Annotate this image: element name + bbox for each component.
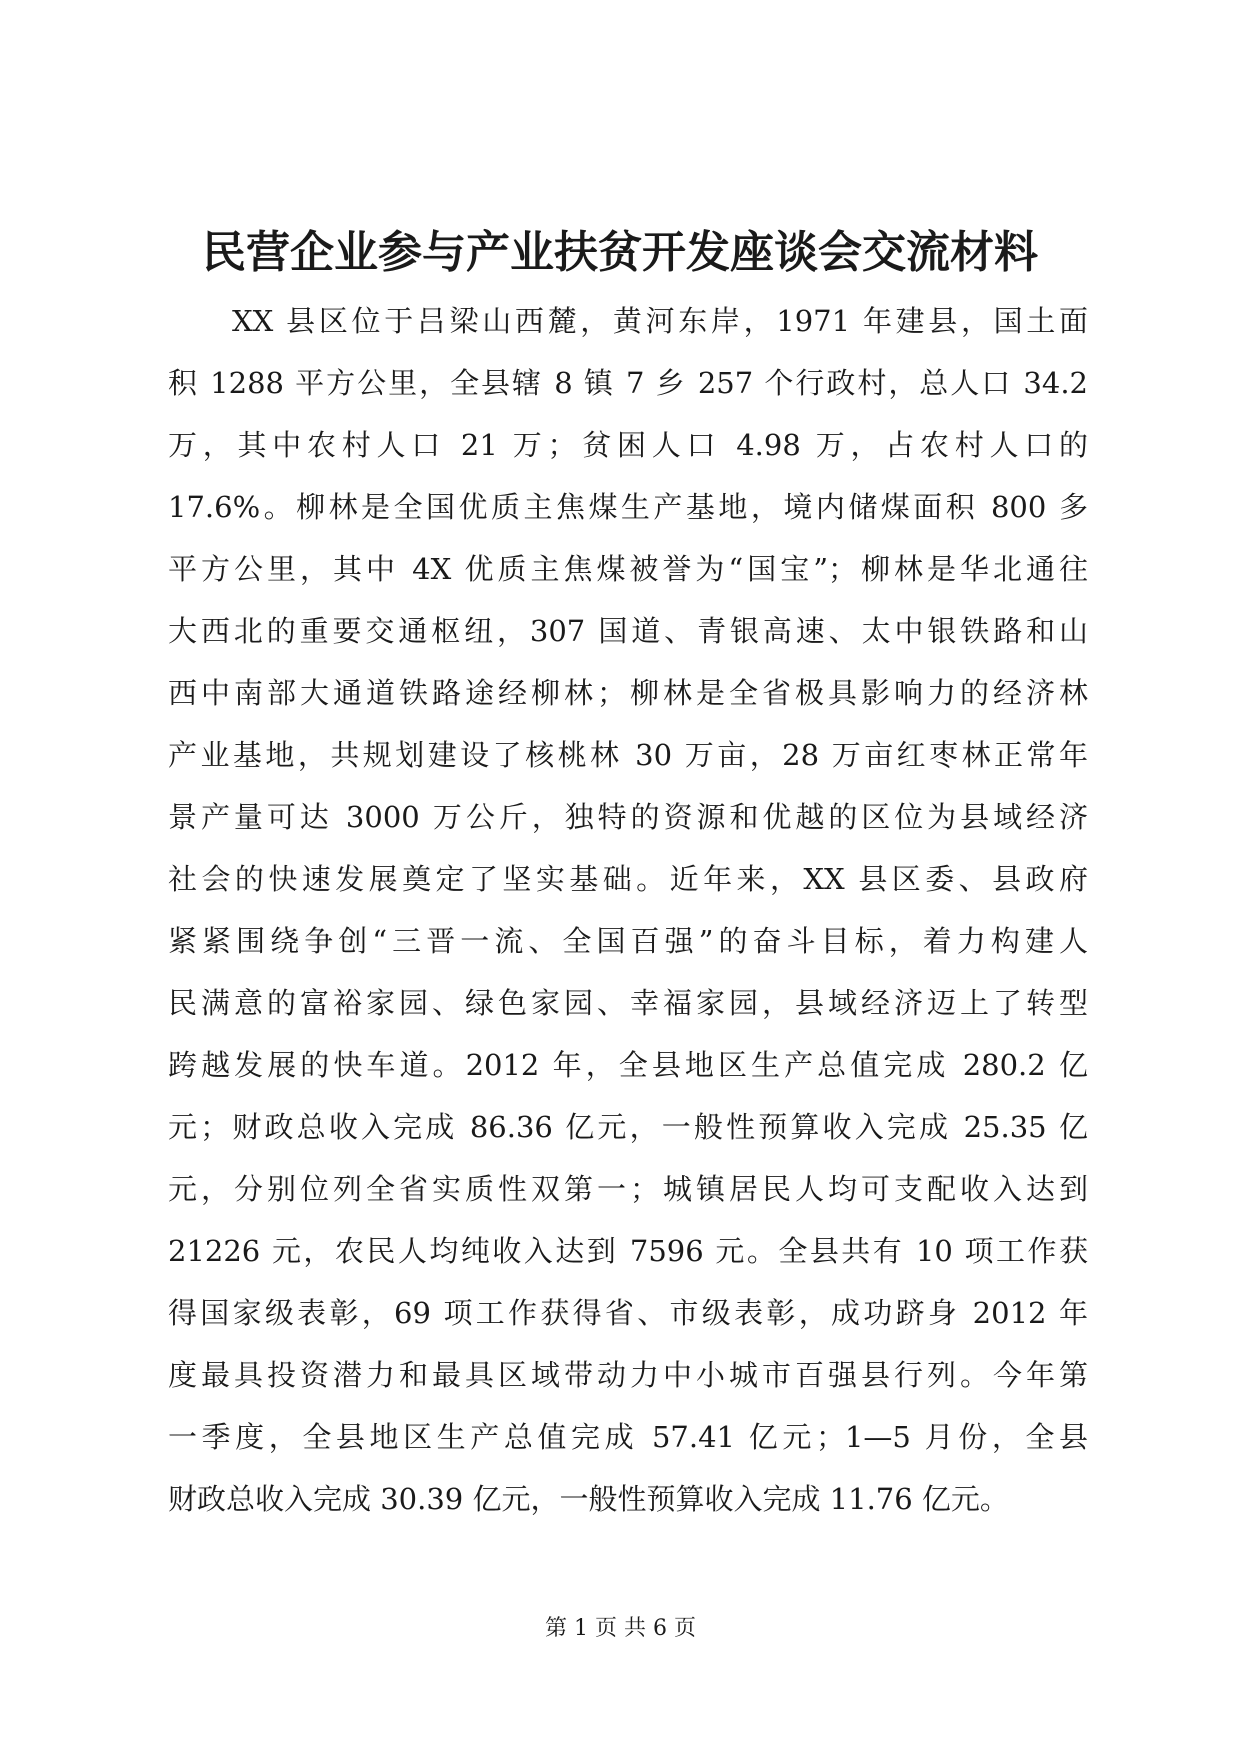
paragraph-line: 西中南部大通道铁路途经柳林；柳林是全省极具影响力的经济林	[168, 676, 1088, 710]
document-title: 民营企业参与产业扶贫开发座谈会交流材料	[202, 227, 1038, 278]
paragraph-line: 元；财政总收入完成 86.36 亿元，一般性预算收入完成 25.35 亿	[168, 1110, 1088, 1144]
paragraph-line: 民满意的富裕家园、绿色家园、幸福家园，县域经济迈上了转型	[168, 986, 1088, 1020]
paragraph-line: 元，分别位列全省实质性双第一；城镇居民人均可支配收入达到	[168, 1172, 1088, 1206]
paragraph-line: 17.6%。柳林是全国优质主焦煤生产基地，境内储煤面积 800 多	[168, 490, 1088, 524]
paragraph-line: 跨越发展的快车道。2012 年，全县地区生产总值完成 280.2 亿	[168, 1048, 1088, 1082]
paragraph-line: 平方公里，其中 4X 优质主焦煤被誉为“国宝”；柳林是华北通往	[168, 552, 1088, 586]
paragraph-line: 大西北的重要交通枢纽，307 国道、青银高速、太中银铁路和山	[168, 614, 1088, 648]
paragraph-line: 景产量可达 3000 万公斤，独特的资源和优越的区位为县域经济	[168, 800, 1088, 834]
paragraph-line: 社会的快速发展奠定了坚实基础。近年来，XX 县区委、县政府	[168, 862, 1088, 896]
paragraph-line: 积 1288 平方公里，全县辖 8 镇 7 乡 257 个行政村，总人口 34.2	[168, 366, 1088, 400]
page-number-footer: 第 1 页 共 6 页	[545, 1616, 696, 1641]
paragraph-line: 一季度，全县地区生产总值完成 57.41 亿元；1—5 月份，全县	[168, 1420, 1088, 1454]
body-paragraph	[168, 290, 1088, 1530]
paragraph-line: 产业基地，共规划建设了核桃林 30 万亩，28 万亩红枣林正常年	[168, 738, 1088, 772]
paragraph-line: 万，其中农村人口 21 万；贫困人口 4.98 万，占农村人口的	[168, 428, 1088, 462]
paragraph-line: 21226 元，农民人均纯收入达到 7596 元。全县共有 10 项工作获	[168, 1234, 1088, 1268]
paragraph-line: XX 县区位于吕梁山西麓，黄河东岸，1971 年建县，国土面	[232, 304, 1088, 338]
paragraph-line: 得国家级表彰，69 项工作获得省、市级表彰，成功跻身 2012 年	[168, 1296, 1088, 1330]
paragraph-line: 度最具投资潜力和最具区域带动力中小城市百强县行列。今年第	[168, 1358, 1088, 1392]
paragraph-line: 财政总收入完成 30.39 亿元，一般性预算收入完成 11.76 亿元。	[168, 1482, 1009, 1516]
paragraph-line: 紧紧围绕争创“三晋一流、全国百强”的奋斗目标，着力构建人	[168, 924, 1088, 958]
